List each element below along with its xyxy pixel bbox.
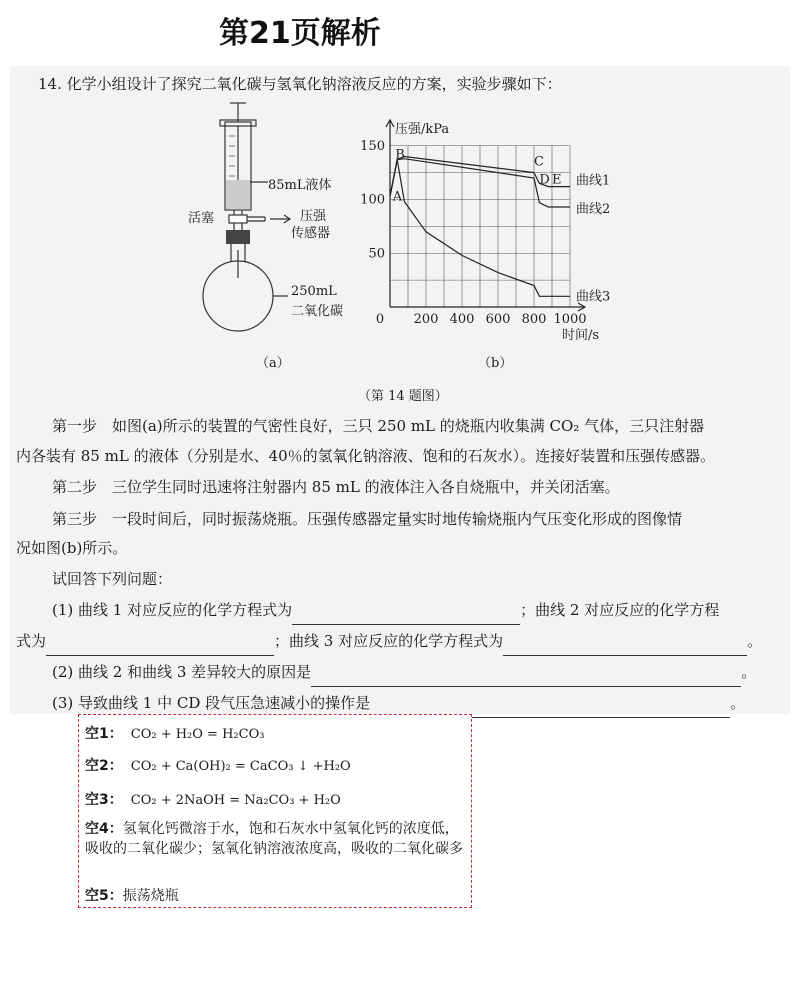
q3-end: 。 xyxy=(730,694,746,712)
q1-text-a: (1) 曲线 1 对应反应的化学方程式为 xyxy=(52,601,293,619)
label-sensor-1: 压强 xyxy=(300,209,327,224)
fig-a-caption: （a） xyxy=(256,356,290,371)
step1-line2: 内各装有 85 mL 的液体（分别是水、40％的氢氧化钠溶液、饱和的石灰水）。连接好装置和压强传感器。 xyxy=(16,447,716,465)
blank-4 xyxy=(311,670,741,687)
series-label: 曲线2 xyxy=(576,202,611,218)
y-tick-label: 50 xyxy=(368,246,385,262)
point-label: B xyxy=(395,147,405,163)
x-tick-label: 1000 xyxy=(553,312,587,327)
q3-text: (3) 导致曲线 1 中 CD 段气压急速减小的操作是 xyxy=(52,694,371,712)
x-axis-label: 时间/s xyxy=(562,328,600,343)
blank-2 xyxy=(46,639,274,656)
q2-text: (2) 曲线 2 和曲线 3 差异较大的原因是 xyxy=(52,663,312,681)
step2: 第二步 三位学生同时迅速将注射器内 85 mL 的液体注入各自烧瓶中，并关闭活塞。 xyxy=(52,478,620,496)
question-intro: 14. 化学小组设计了探究二氧化碳与氢氧化钠溶液反应的方案，实验步骤如下： xyxy=(38,75,562,93)
answer-3 xyxy=(85,789,341,809)
x-tick-label: 0 xyxy=(375,312,385,327)
answer-2-label: 空2： xyxy=(85,758,123,774)
step3-line1: 第三步 一段时间后，同时振荡烧瓶。压强传感器定量实时地传输烧瓶内气压变化形成的图像情 xyxy=(52,510,683,528)
blank-3 xyxy=(503,639,747,656)
label-liquid: 85mL液体 xyxy=(268,178,332,193)
y-axis-label: 压强/kPa xyxy=(395,122,450,137)
x-tick-label: 400 xyxy=(449,312,475,327)
answer-5 xyxy=(85,885,179,905)
answer-box xyxy=(78,714,472,908)
page-title: 第21页解析 xyxy=(219,16,381,51)
point-label: C xyxy=(534,154,544,170)
answer-3-label: 空3： xyxy=(85,792,123,808)
answer-4 xyxy=(85,819,469,859)
q1-line2 xyxy=(16,626,762,656)
answer-1-text: CO₂ + H₂O = H₂CO₃ xyxy=(130,727,265,742)
point-label: A xyxy=(392,189,403,205)
step1-line1: 第一步 如图(a)所示的装置的气密性良好，三只 250 mL 的烧瓶内收集满 CO₂ 气体，三只注射器 xyxy=(52,417,705,435)
y-tick-label: 100 xyxy=(360,192,385,208)
q2-end: 。 xyxy=(741,663,757,681)
answer-4-text: 氢氧化钙微溶于水，饱和石灰水中氢氧化钙的浓度低，吸收的二氧化碳少；氢氧化钠溶液浓度高，吸收的二氧化碳多 xyxy=(85,821,463,857)
x-tick-label: 800 xyxy=(521,312,547,327)
q2-line xyxy=(52,657,756,687)
stopper xyxy=(226,230,250,244)
q1-text-e: 。 xyxy=(747,632,763,650)
step3-line2: 况如图(b)所示。 xyxy=(16,539,128,557)
label-valve: 活塞 xyxy=(188,211,215,226)
label-sensor-2: 传感器 xyxy=(291,226,331,241)
blank-1 xyxy=(292,608,520,625)
q1-text-c: 式为 xyxy=(16,632,47,650)
answer-4-label: 空4： xyxy=(85,821,123,837)
q1-text-d: ；曲线 3 对应反应的化学方程式为 xyxy=(274,632,504,650)
fig-b-caption: （b） xyxy=(478,356,513,371)
apparatus-diagram xyxy=(180,100,380,360)
answer-2-text: CO₂ + Ca(OH)₂ = CaCO₃ ↓ +H₂O xyxy=(130,759,351,774)
series-label: 曲线1 xyxy=(576,173,611,189)
answer-1 xyxy=(85,723,264,743)
y-tick-label: 150 xyxy=(360,138,385,154)
label-flask-2: 二氧化碳 xyxy=(291,304,344,319)
point-label: E xyxy=(552,172,562,188)
x-tick-label: 200 xyxy=(413,312,439,327)
answer-5-text: 振荡烧瓶 xyxy=(122,888,179,904)
answer-3-text: CO₂ + 2NaOH = Na₂CO₃ + H₂O xyxy=(130,793,341,808)
q1-line1 xyxy=(52,595,719,625)
x-tick-label: 600 xyxy=(485,312,511,327)
figure-caption: （第 14 题图） xyxy=(358,389,448,404)
label-flask-1: 250mL xyxy=(291,284,337,299)
answer-2 xyxy=(85,755,351,775)
series-label: 曲线3 xyxy=(576,289,611,305)
pressure-chart xyxy=(355,115,655,347)
point-label: D xyxy=(539,172,550,188)
syringe-liquid xyxy=(226,180,250,209)
ask-line: 试回答下列问题： xyxy=(52,570,173,588)
answer-5-label: 空5： xyxy=(85,888,123,904)
q1-text-b: ；曲线 2 对应反应的化学方程 xyxy=(520,601,720,619)
answer-1-label: 空1： xyxy=(85,726,123,742)
